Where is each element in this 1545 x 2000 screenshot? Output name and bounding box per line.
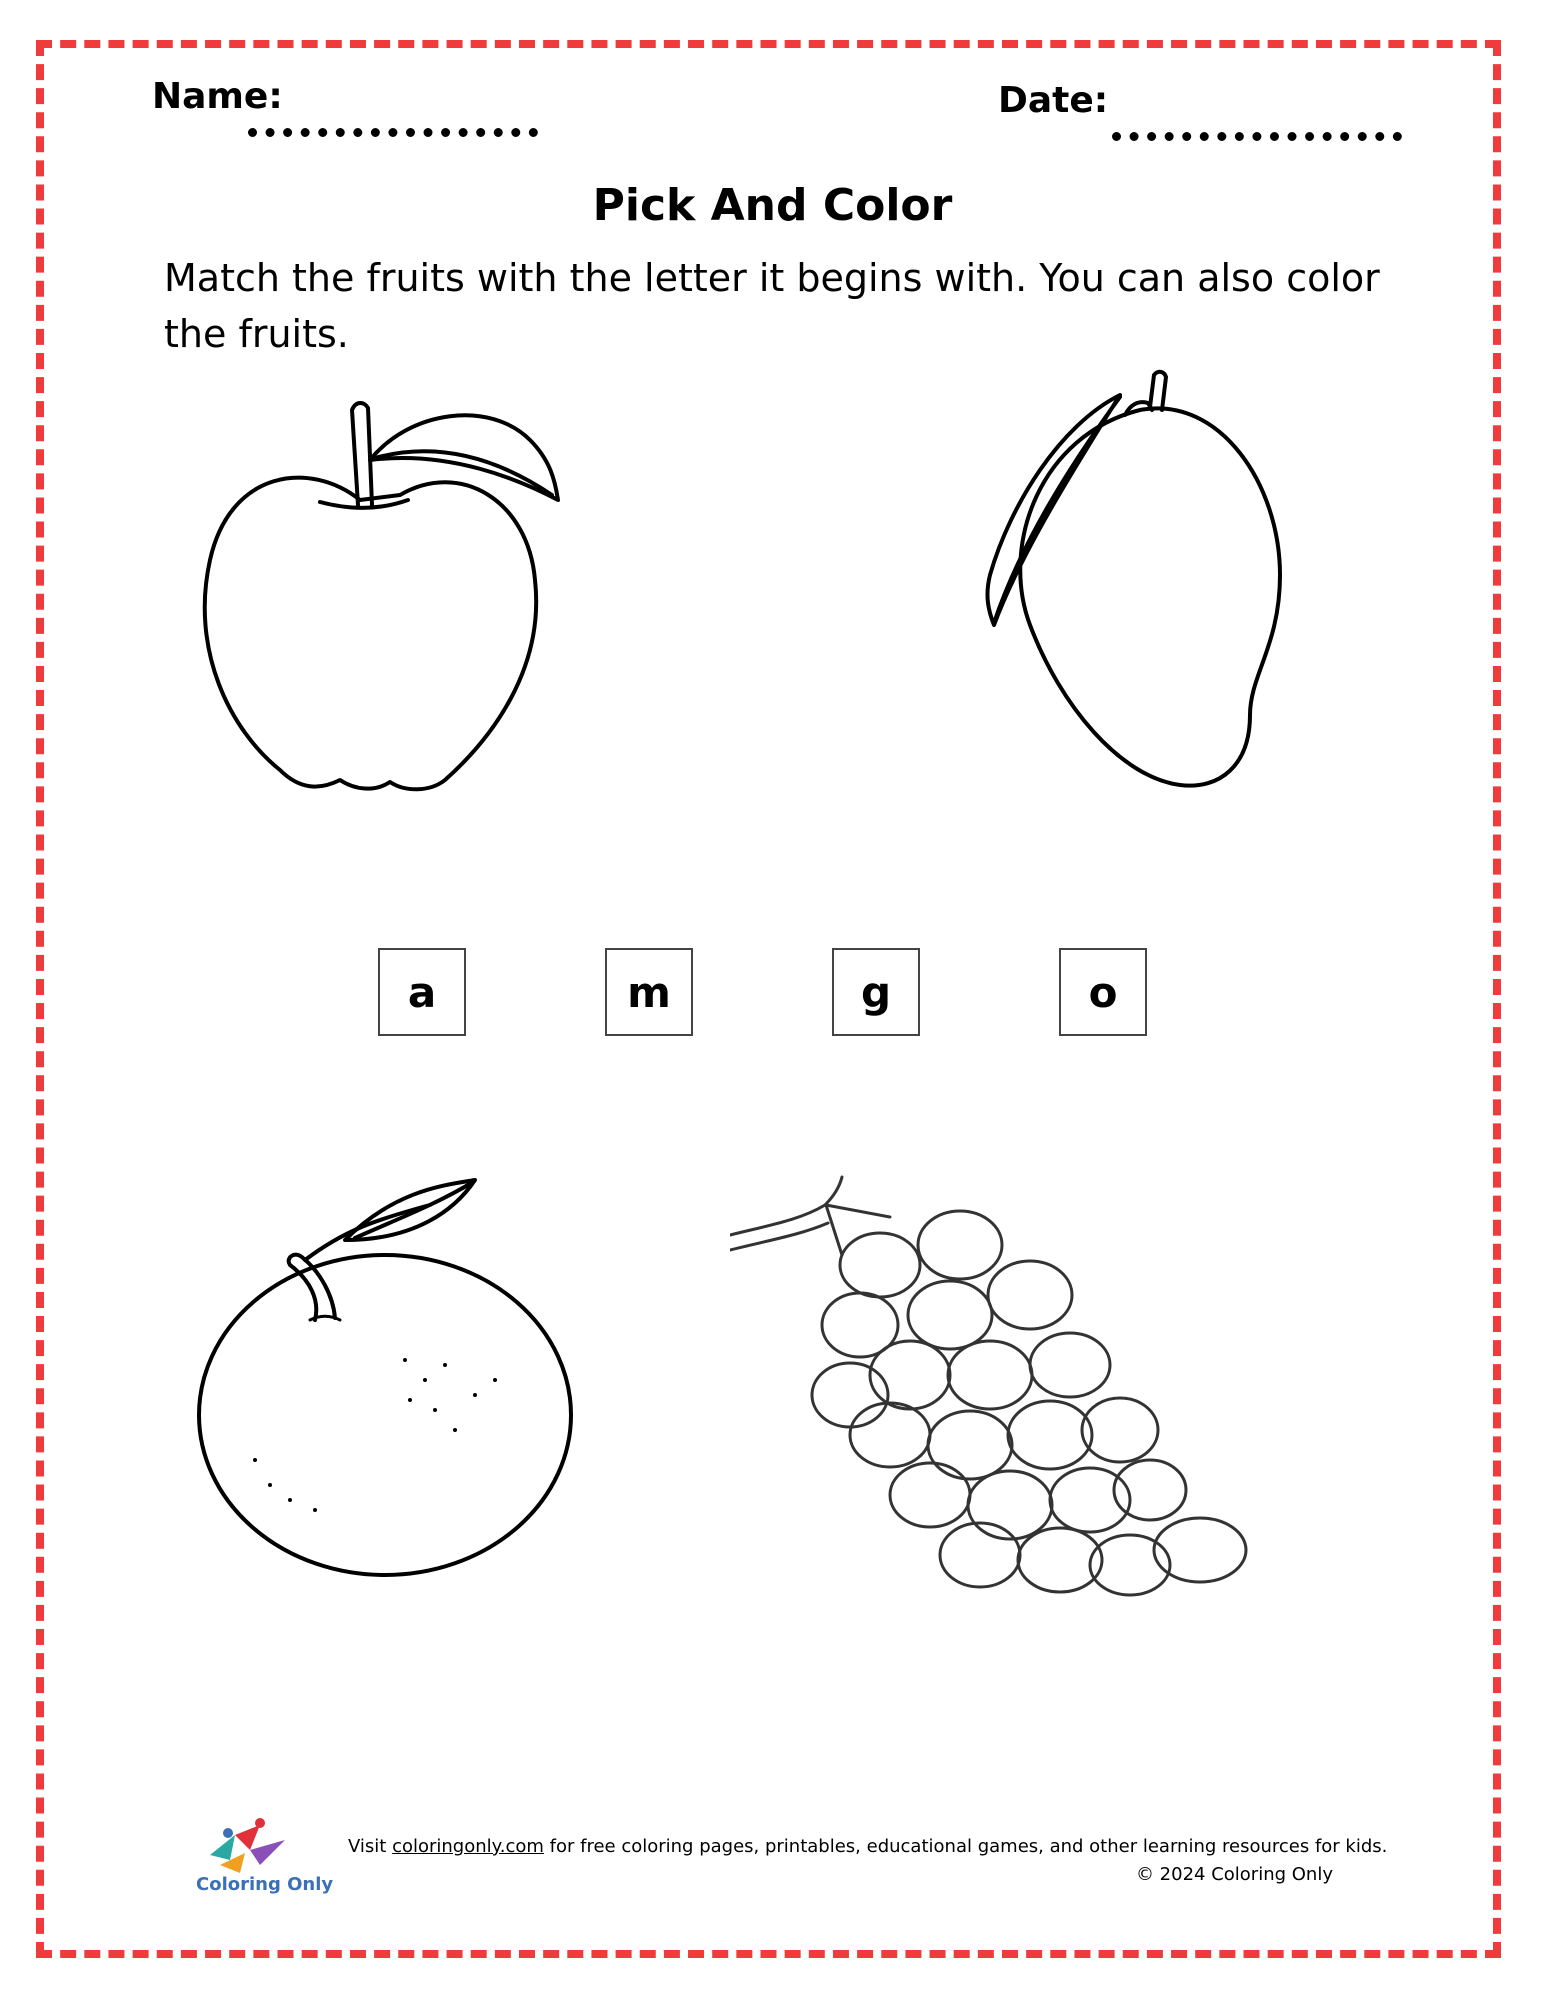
date-label: Date: <box>998 80 1109 121</box>
name-field-line[interactable] <box>248 128 538 137</box>
worksheet-title: Pick And Color <box>592 180 953 231</box>
footer-copyright: © 2024 Coloring Only <box>1135 1864 1333 1885</box>
name-label: Name: <box>152 76 283 117</box>
footer-visit-suffix: for free coloring pages, printables, educational games, and other learning resources for kids. <box>543 1836 1388 1857</box>
letter-box-m[interactable]: m <box>605 948 693 1036</box>
apple-illustration <box>190 390 590 810</box>
grapes-illustration <box>730 1165 1260 1635</box>
instructions-text: Match the fruits with the letter it begins with. You can also color the fruits. <box>164 256 1380 356</box>
logo-text: Coloring Only <box>196 1874 334 1895</box>
date-field-line[interactable] <box>1112 132 1402 141</box>
orange-illustration <box>195 1150 585 1590</box>
letter-box-g[interactable]: g <box>832 948 920 1036</box>
letter-box-a[interactable]: a <box>378 948 466 1036</box>
footer-link[interactable]: coloringonly.com <box>392 1836 544 1857</box>
footer-visit-prefix: Visit <box>348 1836 393 1857</box>
letter-box-o[interactable]: o <box>1059 948 1147 1036</box>
mango-illustration <box>980 365 1310 805</box>
footer-visit-text <box>348 1836 1387 1857</box>
